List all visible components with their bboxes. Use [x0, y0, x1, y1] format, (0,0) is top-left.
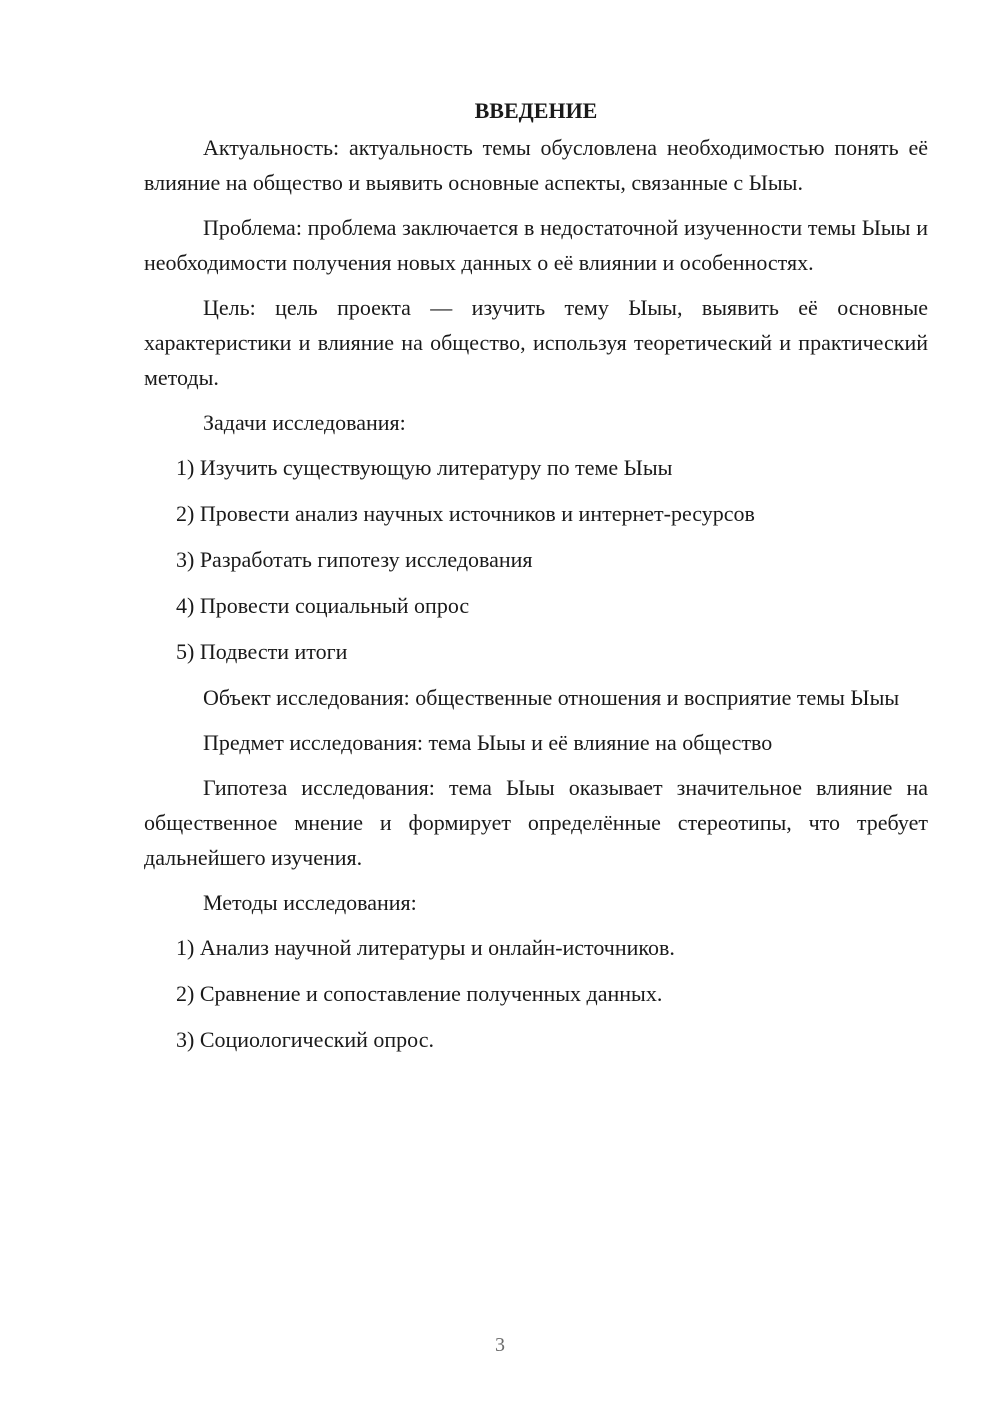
tasks-list [144, 450, 928, 669]
hypothesis-paragraph: Гипотеза исследования: тема Ыыы оказывает значительное влияние на общественное мнение и формирует определённые стереотипы, что требует дальнейшего изучения. [144, 775, 928, 870]
method-item-3: 3) Социологический опрос. [176, 1027, 434, 1052]
page-number: 3 [495, 1334, 505, 1356]
section-title: ВВЕДЕНИЕ [474, 98, 598, 123]
object-paragraph: Объект исследования: общественные отношения и восприятие темы Ыыы [203, 685, 900, 710]
method-item-2: 2) Сравнение и сопоставление полученных данных. [176, 981, 663, 1006]
task-item-1: 1) Изучить существующую литературу по теме Ыыы [176, 455, 673, 480]
methods-list [144, 930, 928, 1057]
task-item-4: 4) Провести социальный опрос [176, 593, 470, 618]
problem-paragraph: Проблема: проблема заключается в недостаточной изученности темы Ыыы и необходимости получения новых данных о её влиянии и особенностях. [144, 215, 928, 275]
tasks-heading: Задачи исследования: [203, 410, 406, 435]
goal-paragraph: Цель: цель проекта — изучить тему Ыыы, выявить её основные характеристики и влияние на общество, используя теоретический и практический методы. [144, 295, 928, 390]
subject-paragraph: Предмет исследования: тема Ыыы и её влияние на общество [203, 730, 773, 755]
task-item-2: 2) Провести анализ научных источников и интернет-ресурсов [176, 501, 755, 526]
task-item-3: 3) Разработать гипотезу исследования [176, 547, 533, 572]
task-item-5: 5) Подвести итоги [176, 639, 348, 664]
method-item-1: 1) Анализ научной литературы и онлайн-источников. [176, 935, 675, 960]
document-page [144, 96, 928, 1068]
methods-heading: Методы исследования: [203, 890, 417, 915]
relevance-paragraph: Актуальность: актуальность темы обусловлена необходимостью понять её влияние на общество и выявить основные аспекты, связанные с Ыыы. [144, 135, 928, 195]
